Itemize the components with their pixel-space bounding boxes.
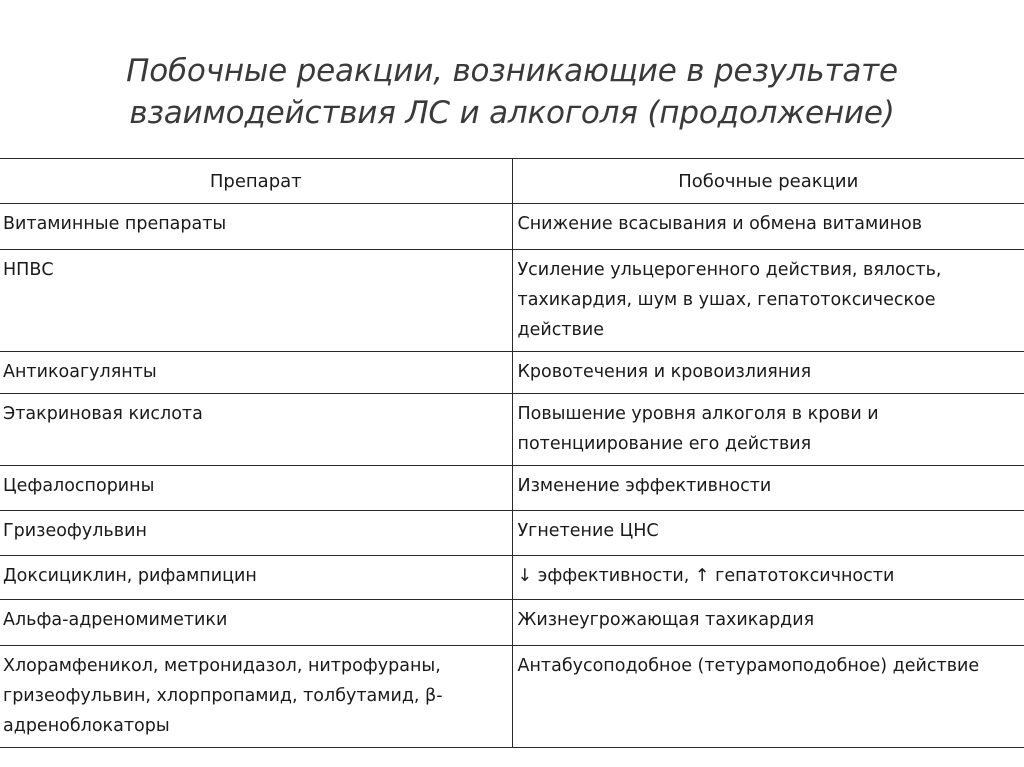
table-row (0, 466, 1024, 511)
drug-cell: Доксициклин, рифампицин (0, 556, 512, 600)
drug-cell: Альфа-адреномиметики (0, 600, 512, 646)
table-row (0, 556, 1024, 600)
table-header-row (0, 159, 1024, 204)
side-effect-cell: Усиление ульцерогенного действия, вялость, тахикардия, шум в ушах, гепатотоксическое действие (512, 250, 1024, 352)
drug-cell: НПВС (0, 250, 512, 352)
table-row (0, 600, 1024, 646)
table-row (0, 646, 1024, 748)
drug-cell: Гризеофульвин (0, 511, 512, 556)
slide-title-line-2: взаимодействия ЛС и алкоголя (продолжение) (129, 95, 895, 131)
slide-title-line-1: Побочные реакции, возникающие в результате (126, 53, 898, 89)
drug-cell: Витаминные препараты (0, 204, 512, 250)
drug-cell: Цефалоспорины (0, 466, 512, 511)
side-effect-cell: Изменение эффективности (512, 466, 1024, 511)
table-row (0, 394, 1024, 466)
table-row (0, 250, 1024, 352)
side-effect-cell: Жизнеугрожающая тахикардия (512, 600, 1024, 646)
slide-title (0, 50, 1024, 134)
column-header-drug: Препарат (0, 159, 512, 204)
table-row (0, 352, 1024, 394)
drug-cell: Этакриновая кислота (0, 394, 512, 466)
side-effect-cell: Угнетение ЦНС (512, 511, 1024, 556)
side-effect-cell: Антабусоподобное (тетурамоподобное) действие (512, 646, 1024, 748)
drug-cell: Хлорамфеникол, метронидазол, нитрофураны, гризеофульвин, хлорпропамид, толбутамид, β-адреноблокаторы (0, 646, 512, 748)
table-row (0, 511, 1024, 556)
table-row (0, 204, 1024, 250)
side-effect-cell: Снижение всасывания и обмена витаминов (512, 204, 1024, 250)
side-effect-cell: Повышение уровня алкоголя в крови и потенциирование его действия (512, 394, 1024, 466)
drug-alcohol-reactions-table (0, 158, 1024, 748)
side-effect-cell: ↓ эффективности, ↑ гепатотоксичности (512, 556, 1024, 600)
side-effect-cell: Кровотечения и кровоизлияния (512, 352, 1024, 394)
drug-cell: Антикоагулянты (0, 352, 512, 394)
column-header-side-effects: Побочные реакции (512, 159, 1024, 204)
